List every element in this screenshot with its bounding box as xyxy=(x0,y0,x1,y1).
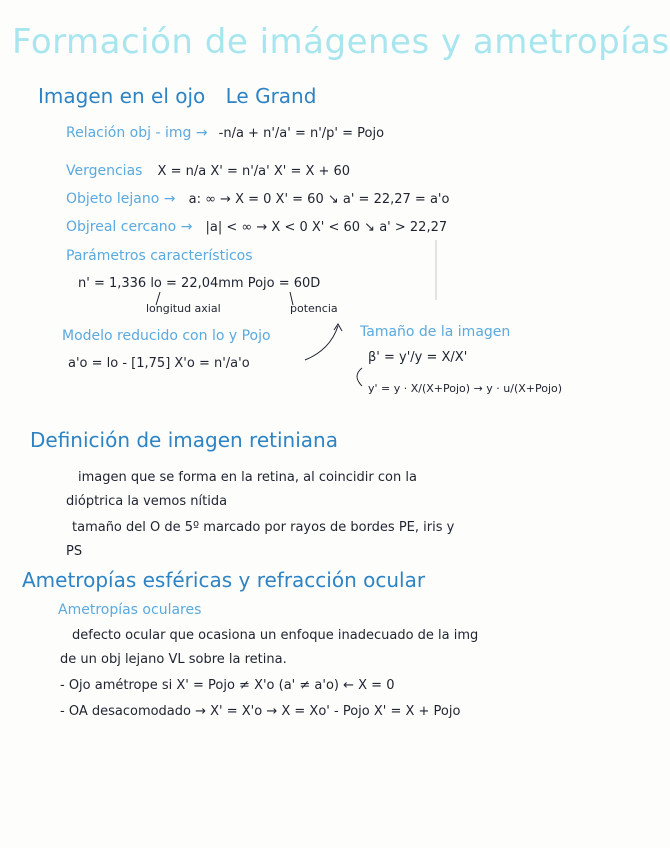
parametros-values: n' = 1,336 lo = 22,04mm Pojo = 60D xyxy=(78,276,321,291)
ametropias-line-2: de un obj lejano VL sobre la retina. xyxy=(60,652,287,667)
modelo-formula: a'o = lo - [1,75] X'o = n'/a'o xyxy=(68,356,250,371)
tamano-arrow xyxy=(305,326,338,360)
tamano-arrowhead xyxy=(334,324,342,331)
vergencias-line xyxy=(66,160,350,179)
tamano-brace xyxy=(357,368,362,386)
tamano-formula-1: β' = y'/y = X/X' xyxy=(368,350,468,365)
retiniana-line-1: imagen que se forma en la retina, al coincidir con la xyxy=(78,470,417,485)
section-heading-imagen-ojo xyxy=(38,84,316,108)
section-heading-ametropias: Ametropías esféricas y refracción ocular xyxy=(22,568,426,592)
section-heading-imagen-retiniana: Definición de imagen retiniana xyxy=(30,428,338,452)
relacion-label: Relación obj - img → xyxy=(66,125,208,141)
objreal-line xyxy=(66,216,447,235)
heading-text: Imagen en el ojo xyxy=(38,84,206,108)
objreal-formula: |a| < ∞ → X < 0 X' < 60 ↘ a' > 22,27 xyxy=(205,220,448,235)
tamano-formula-2: y' = y · X/(X+Pojo) → y · u/(X+Pojo) xyxy=(368,382,563,395)
retiniana-line-3: tamaño del O de 5º marcado por rayos de bordes PE, iris y xyxy=(72,520,455,535)
ametropias-item-1: - Ojo amétrope si X' = Pojo ≠ X'o (a' ≠ a'o) ← X = 0 xyxy=(60,678,395,693)
retiniana-line-4: PS xyxy=(66,544,83,559)
ametropias-sub: Ametropías oculares xyxy=(58,602,202,618)
heading-tag: Le Grand xyxy=(225,84,317,108)
parametros-label: Parámetros característicos xyxy=(66,248,253,264)
objeto-lejano-label: Objeto lejano → xyxy=(66,191,176,207)
page-title: Formación de imágenes y ametropías xyxy=(12,22,670,62)
modelo-label: Modelo reducido con lo y Pojo xyxy=(62,328,271,344)
relacion-formula: -n/a + n'/a' = n'/p' = Pojo xyxy=(218,126,385,141)
relacion-line xyxy=(66,122,384,141)
longitud-axial-note: longitud axial xyxy=(146,302,221,315)
retiniana-line-2: dióptrica la vemos nítida xyxy=(66,494,228,509)
potencia-note: potencia xyxy=(290,302,338,315)
objreal-label: Objreal cercano → xyxy=(66,219,193,235)
tamano-label: Tamaño de la imagen xyxy=(360,324,511,340)
vergencias-formula: X = n/a X' = n'/a' X' = X + 60 xyxy=(157,164,351,179)
objeto-lejano-line xyxy=(66,188,449,207)
ametropias-line-1: defecto ocular que ocasiona un enfoque inadecuado de la img xyxy=(72,628,479,643)
objeto-lejano-formula: a: ∞ → X = 0 X' = 60 ↘ a' = 22,27 = a'o xyxy=(188,192,450,207)
ametropias-item-2: - OA desacomodado → X' = X'o → X = Xo' - Pojo X' = X + Pojo xyxy=(60,704,461,719)
vergencias-label: Vergencias xyxy=(66,163,143,179)
